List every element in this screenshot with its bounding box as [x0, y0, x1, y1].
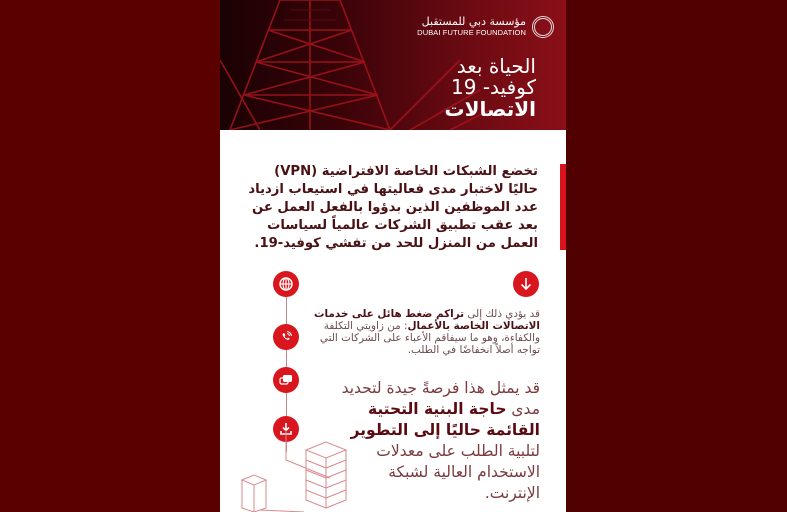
- server-rack-icon: [240, 430, 380, 512]
- chat-bubbles-icon: [273, 367, 299, 393]
- title-line-1: الحياة بعد: [456, 54, 536, 78]
- big-text-post: لتلبية الطلب على معدلات الاستخدام العالية لشبكة الإنترنت.: [376, 442, 540, 502]
- title-line-3: الاتصالات: [444, 97, 536, 121]
- logo-arabic-text: مؤسسة دبي للمستقبل: [421, 15, 526, 28]
- ring-logo-icon: [532, 16, 554, 38]
- page-title: [445, 56, 536, 120]
- big-text-bold: حاجة البنية التحتية القائمة حاليًا إلى التطوير: [350, 400, 540, 439]
- header-banner: [220, 0, 566, 130]
- note-text-post: : من زاويتي التكلفة والكفاءة، وهو ما سيفاقم الأعباء على الشركات التي تواجه أصلاً انخفاضًا في الطلب.: [319, 320, 540, 356]
- note-paragraph: [300, 308, 540, 356]
- phone-call-icon: [273, 324, 299, 350]
- note-text-pre: قد يؤدي ذلك إلى: [464, 308, 540, 320]
- title-line-2: كوفيد- 19: [451, 75, 536, 99]
- accent-bar: [560, 164, 566, 250]
- arrow-down-icon: [519, 277, 533, 291]
- dubai-future-foundation-logo: [417, 16, 554, 38]
- infographic-card: [220, 0, 566, 512]
- intro-paragraph: تخضع الشبكات الخاصة الافتراضية (VPN) حاليًا لاختبار مدى فعاليتها في استيعاب ازدياد عدد الموظفين الذين بدؤوا بالفعل العمل عن بعد عقب تطبيق الشركات عالمياً لسياسات العمل من المنزل للحد من تفشي كوفيد-19.: [248, 164, 538, 251]
- big-text-pre: قد يمثل هذا فرصةً جيدة لتحديد مدى: [341, 379, 540, 418]
- note-text-bold: تراكم ضغط هائل على خدمات الاتصالات الخاصة بالأعمال: [314, 308, 540, 332]
- page-background-right: [566, 0, 787, 512]
- logo-english-text: DUBAI FUTURE FOUNDATION: [417, 28, 526, 37]
- scroll-down-button[interactable]: [513, 271, 539, 297]
- globe-icon: [273, 271, 299, 297]
